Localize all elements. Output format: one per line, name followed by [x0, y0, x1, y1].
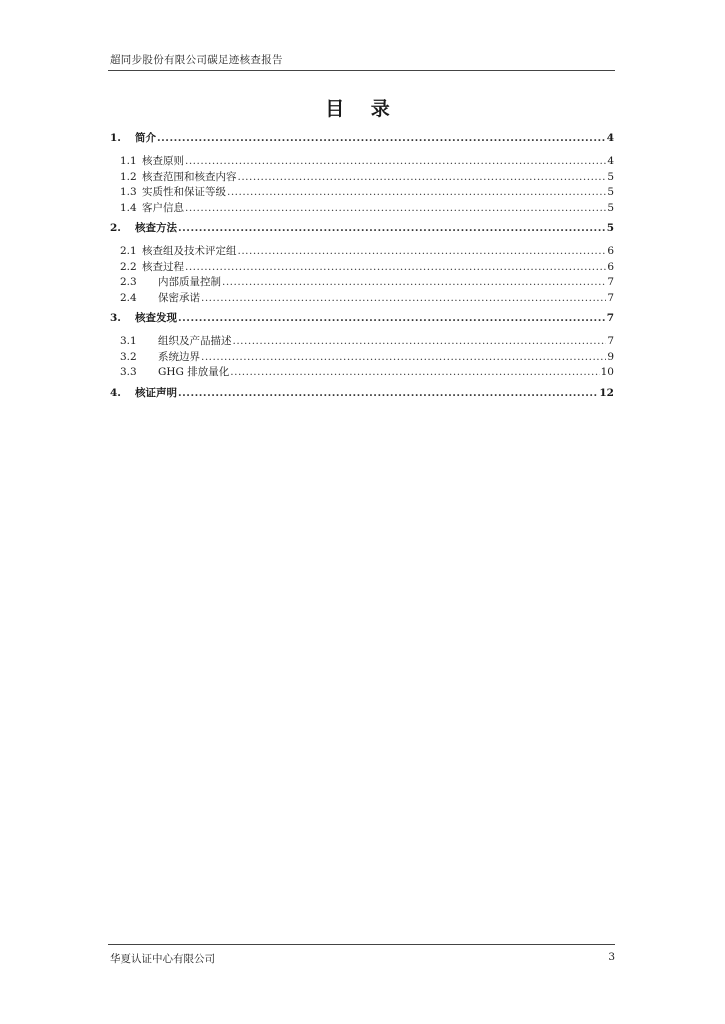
toc-leader-dots [230, 365, 599, 379]
toc-entry-page: 12 [599, 386, 614, 399]
toc-entry-label: 核查发现 [135, 312, 177, 324]
toc-leader-dots [233, 334, 607, 348]
toc-leader-dots [178, 386, 598, 400]
toc-entry[interactable] [110, 386, 614, 409]
toc-entry[interactable] [110, 260, 614, 276]
toc-entry-label: 核查组及技术评定组 [142, 245, 237, 257]
toc-entry-page: 5 [607, 186, 614, 198]
toc-entry-page: 7 [607, 276, 614, 288]
toc-entry-number: 3.3 [120, 366, 137, 378]
toc-entry-page: 5 [606, 222, 614, 234]
table-of-contents [110, 126, 614, 409]
toc-entry-page: 5 [607, 201, 614, 214]
toc-entry-number: 2. [110, 222, 121, 234]
header-divider [108, 70, 615, 71]
toc-entry-page: 6 [607, 245, 614, 257]
toc-entry[interactable] [110, 170, 614, 186]
toc-entry-page: 4 [607, 155, 614, 167]
toc-entry-label: 核查方法 [135, 222, 177, 234]
toc-entry[interactable] [110, 291, 614, 307]
toc-leader-dots [185, 201, 606, 215]
running-header: 超同步股份有限公司碳足迹核查报告 [110, 54, 283, 66]
toc-entry-page: 9 [607, 350, 614, 363]
toc-entry-number: 1.3 [120, 186, 137, 198]
toc-entry-number: 2.2 [120, 260, 137, 273]
toc-entry[interactable] [110, 334, 614, 350]
toc-entry-label: 客户信息 [142, 201, 184, 214]
toc-entry-label: 核查范围和核查内容 [142, 170, 237, 183]
toc-entry-number: 4. [110, 386, 121, 399]
toc-entry-number: 1. [110, 132, 121, 144]
toc-leader-dots [157, 131, 606, 145]
toc-entry-label: 组织及产品描述 [158, 335, 232, 347]
toc-entry[interactable] [110, 201, 614, 217]
toc-entry[interactable] [110, 275, 614, 291]
toc-entry-page: 7 [607, 335, 614, 347]
toc-title: 目 录 [325, 98, 400, 120]
toc-entry-page: 7 [606, 312, 614, 324]
toc-entry-number: 1.2 [120, 170, 137, 183]
footer-divider [108, 944, 615, 945]
toc-entry-label: 核查原则 [142, 155, 184, 167]
toc-entry-label: 实质性和保证等级 [142, 186, 226, 198]
toc-entry-page: 7 [607, 291, 614, 304]
toc-leader-dots [222, 275, 606, 289]
footer-page-number: 3 [608, 951, 615, 963]
toc-entry-label: GHG 排放量化 [158, 366, 230, 378]
toc-leader-dots [238, 244, 607, 258]
toc-entry-number: 2.3 [120, 276, 137, 288]
toc-leader-dots [178, 311, 606, 325]
toc-entry[interactable] [110, 154, 614, 170]
toc-entry[interactable] [110, 365, 614, 381]
toc-entry-label: 核证声明 [135, 386, 177, 399]
toc-entry[interactable] [110, 221, 614, 244]
toc-entry[interactable] [110, 311, 614, 334]
toc-entry-page: 6 [607, 260, 614, 273]
footer-company: 华夏认证中心有限公司 [110, 953, 215, 965]
toc-leader-dots [201, 350, 606, 364]
toc-entry[interactable] [110, 244, 614, 260]
toc-leader-dots [201, 291, 606, 305]
toc-leader-dots [227, 185, 606, 199]
toc-entry-number: 1.1 [120, 155, 137, 167]
toc-entry-page: 10 [600, 366, 614, 378]
toc-entry-label: 内部质量控制 [158, 276, 221, 288]
toc-entry-number: 2.4 [120, 291, 137, 304]
toc-leader-dots [238, 170, 607, 184]
toc-entry-label: 核查过程 [142, 260, 184, 273]
toc-entry-number: 3.1 [120, 335, 137, 347]
toc-entry-number: 3. [110, 312, 121, 324]
toc-entry-label: 系统边界 [158, 350, 200, 363]
toc-entry[interactable] [110, 185, 614, 201]
toc-entry-label: 简介 [135, 132, 156, 144]
toc-leader-dots [178, 221, 606, 235]
toc-entry-page: 5 [607, 170, 614, 183]
toc-entry-page: 4 [606, 132, 614, 144]
toc-entry-number: 2.1 [120, 245, 137, 257]
toc-entry-label: 保密承诺 [158, 291, 200, 304]
toc-entry[interactable] [110, 350, 614, 366]
toc-leader-dots [185, 260, 606, 274]
toc-entry[interactable] [110, 131, 614, 154]
toc-leader-dots [185, 154, 606, 168]
toc-entry-number: 3.2 [120, 350, 137, 363]
toc-entry-number: 1.4 [120, 201, 137, 214]
